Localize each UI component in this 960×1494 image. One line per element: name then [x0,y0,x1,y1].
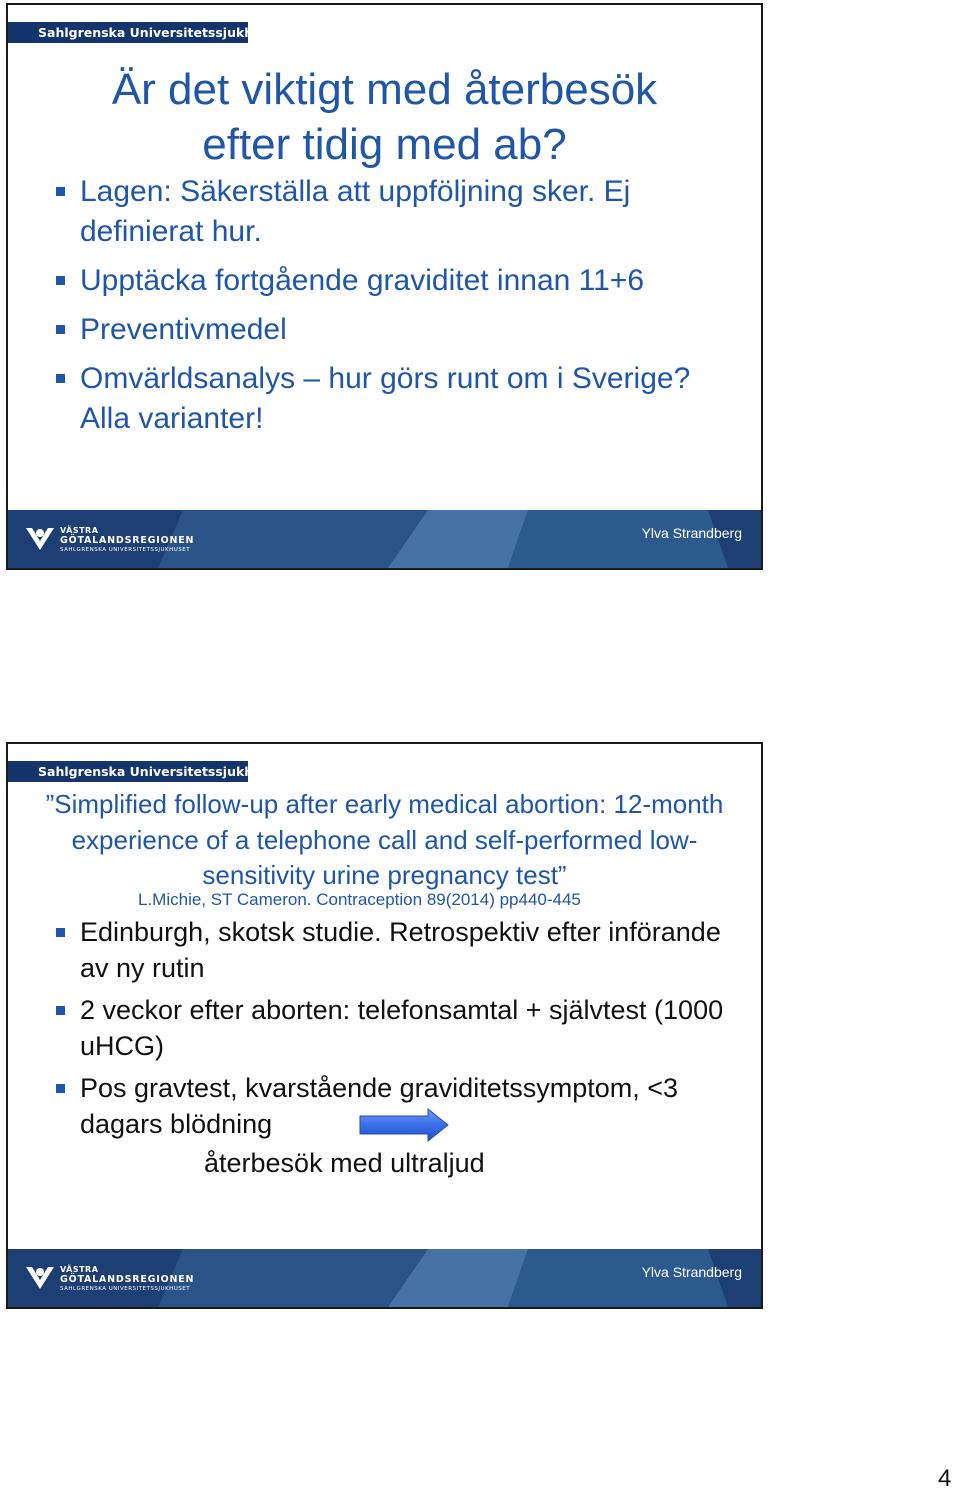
region-logo-icon [24,524,58,554]
conclusion-text: återbesök med ultraljud [204,1148,485,1178]
bullet-text: Preventivmedel [80,313,287,346]
hospital-header-bar: Sahlgrenska Universitetssjukhuset [8,761,248,782]
paper-title: ”Simplified follow-up after early medical abortion: 12-month experience of a telephone call and self-performed low-sensitivity urine pregnancy test” [45,789,724,890]
citation: L.Michie, ST Cameron. Contraception 89(2014) pp440-445 [138,890,581,909]
region-logo [24,1263,214,1297]
bullet-text: 2 veckor efter aborten: telefonsamtal + självtest (1000 uHCG) [80,995,724,1061]
page-number: 4 [938,1465,952,1492]
title-line: efter tidig med ab? [202,120,567,169]
logo-line: GÖTALANDSREGIONEN [60,535,195,546]
bullet-square-icon [56,276,65,285]
hospital-header-bar: Sahlgrenska Universitetssjukhuset [8,22,248,43]
list-item [8,915,741,986]
slide-title [48,62,721,172]
list-item [8,172,741,252]
list-item [8,310,741,350]
logo-line: VÄSTRA [60,526,99,535]
title-line: Är det viktigt med återbesök [111,65,658,114]
bullet-square-icon [56,1006,65,1015]
logo-line: SAHLGRENSKA UNIVERSITETSSJUKHUSET [60,547,191,553]
right-arrow-icon [358,1108,450,1142]
bullet-text: Lagen: Säkerställa att uppföljning sker. Ej definierat hur. [80,175,631,248]
bullet-square-icon [56,374,65,383]
logo-line: VÄSTRA [60,1265,99,1274]
list-item [8,261,741,301]
bullet-list [8,172,741,448]
presenter-name: Ylva Strandberg [641,525,742,541]
bullet-text: Pos gravtest, kvarstående graviditetssymptom, <3 dagars blödning [80,1073,679,1139]
slide-2 [6,742,763,1309]
region-logo [24,524,214,558]
slide-1 [6,3,763,570]
slide-footer [8,510,761,568]
slide-footer [8,1249,761,1307]
region-logo-icon [24,1263,58,1293]
list-item [8,993,741,1064]
logo-text [60,526,194,554]
bullet-square-icon [56,325,65,334]
bullet-text: Edinburgh, skotsk studie. Retrospektiv efter införande av ny rutin [80,917,721,983]
logo-line: SAHLGRENSKA UNIVERSITETSSJUKHUSET [60,1286,191,1292]
logo-line: GÖTALANDSREGIONEN [60,1274,195,1285]
presenter-name: Ylva Strandberg [641,1264,742,1280]
list-item [8,359,741,439]
bullet-square-icon [56,1084,65,1093]
bullet-text: Omvärldsanalys – hur görs runt om i Sverige? Alla varianter! [80,362,691,435]
bullet-square-icon [56,928,65,937]
bullet-text: Upptäcka fortgående graviditet innan 11+6 [80,264,645,297]
logo-text [60,1265,194,1293]
bullet-square-icon [56,187,65,196]
